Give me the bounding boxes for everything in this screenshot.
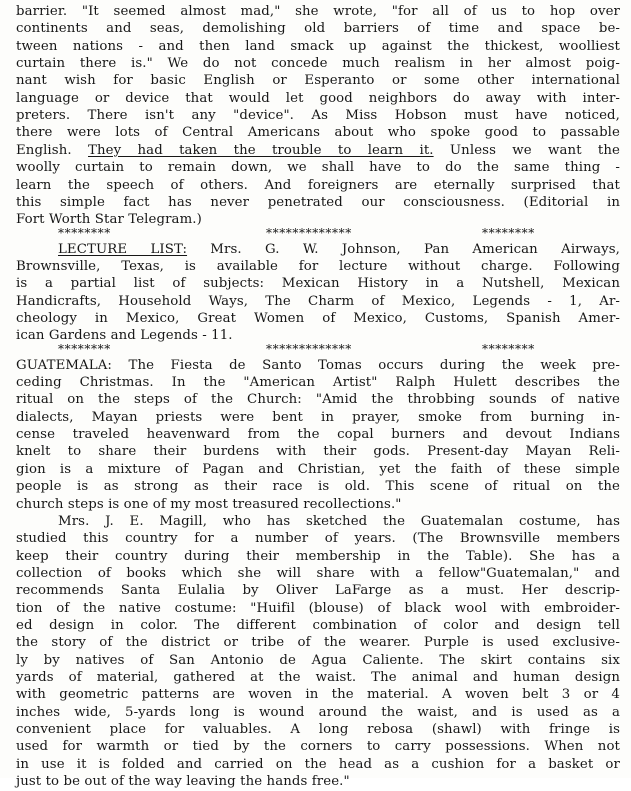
text-line: curtain there is." We do not concede much realism in her almost poig- <box>16 56 620 72</box>
text-line: ly by natives of San Antonio de Agua Caliente. The skirt contains six <box>16 652 620 668</box>
text-line: ceding Christmas. In the "American Artist" Ralph Hulett describes the <box>16 375 620 390</box>
text-segment: English. <box>16 142 88 158</box>
text-line: ritual on the steps of the Church: "Amid the throbbing sounds of native <box>16 392 620 408</box>
underlined-phrase: They had taken the trouble to learn it. <box>88 142 434 158</box>
text-line: Fort Worth Star Telegram.) <box>16 212 202 228</box>
separator-left: ******** <box>58 225 111 240</box>
text-line: ed design in color. The different combination of color and design tell <box>16 617 620 633</box>
text-line: convenient place for valuables. A long rebosa (shawl) with fringe is <box>16 722 620 737</box>
text-line: is a partial list of subjects: Mexican History in a Nutshell, Mexican <box>16 276 620 292</box>
text-line: tion of the native costume: "Huifil (blouse) of black wool with embroider- <box>16 600 620 616</box>
text-line: Handicrafts, Household Ways, The Charm of Mexico, Legends - 1, Ar- <box>16 293 620 309</box>
text-line: tween nations - and then land smack up against the thickest, woolliest <box>16 38 620 54</box>
text-line: learn the speech of others. And foreigners are eternally surprised that <box>16 177 620 193</box>
text-line: Mrs. J. E. Magill, who has sketched the Guatemalan costume, has <box>58 513 620 529</box>
text-line: preters. There isn't any "device". As Miss Hobson must have noticed, <box>16 108 620 124</box>
text-line: collection of books which she will share with a fellow"Guatemalan," and <box>16 565 620 581</box>
text-line: there were lots of Central Americans about who spoke good to passable <box>16 125 620 141</box>
text-line: gion is a mixture of Pagan and Christian, yet the faith of these simple <box>16 461 620 477</box>
text-line: cheology in Mexico, Great Women of Mexico, Customs, Spanish Amer- <box>16 311 620 326</box>
separator-left: ******** <box>58 341 111 356</box>
text-line: yards of material, gathered at the waist. The animal and human design <box>16 670 620 685</box>
section-heading: LECTURE LIST: <box>58 241 188 257</box>
text-line: language or device that would let good neighbors do away with inter- <box>16 90 620 106</box>
text-line: knelt to share their burdens with their gods. Present-day Mayan Reli- <box>16 444 620 460</box>
text-line: used for warmth or tied by the corners to carry possessions. When not <box>16 739 620 755</box>
text-line <box>16 142 620 160</box>
separator-right: ******** <box>482 225 535 240</box>
text-line: dialects, Mayan priests were bent in prayer, smoke from burning in- <box>16 409 620 425</box>
text-segment: Unless we want the <box>433 142 621 158</box>
separator-center: ************* <box>266 341 352 356</box>
text-line: studied this country for a number of years. (The Brownsville members <box>16 531 620 547</box>
text-line: just to be out of the way leaving the hands free." <box>16 774 350 790</box>
text-line: this simple fact has never penetrated our consciousness. (Editorial in <box>16 194 620 210</box>
text-segment: Mrs. G. W. Johnson, Pan American Airways, <box>187 241 620 257</box>
text-line: recommends Santa Eulalia by Oliver LaFarge as a must. Her descrip- <box>16 583 620 599</box>
text-line: inches wide, 5-yards long is wound around the waist, and is used as a <box>16 704 620 720</box>
text-line: cense traveled heavenward from the copal burners and devout Indians <box>16 427 620 443</box>
text-line: GUATEMALA: The Fiesta de Santo Tomas occurs during the week pre- <box>16 357 620 373</box>
text-line: Brownsville, Texas, is available for lecture without charge. Following <box>16 258 620 274</box>
text-line: with geometric patterns are woven in the material. A woven belt 3 or 4 <box>16 687 620 703</box>
text-line: church steps is one of my most treasured recollections." <box>16 496 402 512</box>
text-line: barrier. "It seemed almost mad," she wrote, "for all of us to hop over <box>16 4 620 19</box>
text-line: continents and seas, demolishing old barriers of time and space be- <box>16 21 620 37</box>
text-line: the story of the district or tribe of the wearer. Purple is used exclusive- <box>16 635 620 651</box>
text-line: ican Gardens and Legends - 11. <box>16 328 233 344</box>
text-line: in use it is folded and carried on the head as a cushion for a basket or <box>16 756 620 772</box>
text-line: people is as strong as their race is old. This scene of ritual on the <box>16 479 620 495</box>
separator-right: ******** <box>482 341 535 356</box>
separator-center: ************* <box>266 225 352 240</box>
text-line: keep their country during their membership in the Table). She has a <box>16 548 620 564</box>
text-line: woolly curtain to remain down, we shall have to do the same thing - <box>16 160 620 176</box>
text-line: nant wish for basic English or Esperanto or some other international <box>16 73 620 89</box>
text-line <box>58 241 620 259</box>
